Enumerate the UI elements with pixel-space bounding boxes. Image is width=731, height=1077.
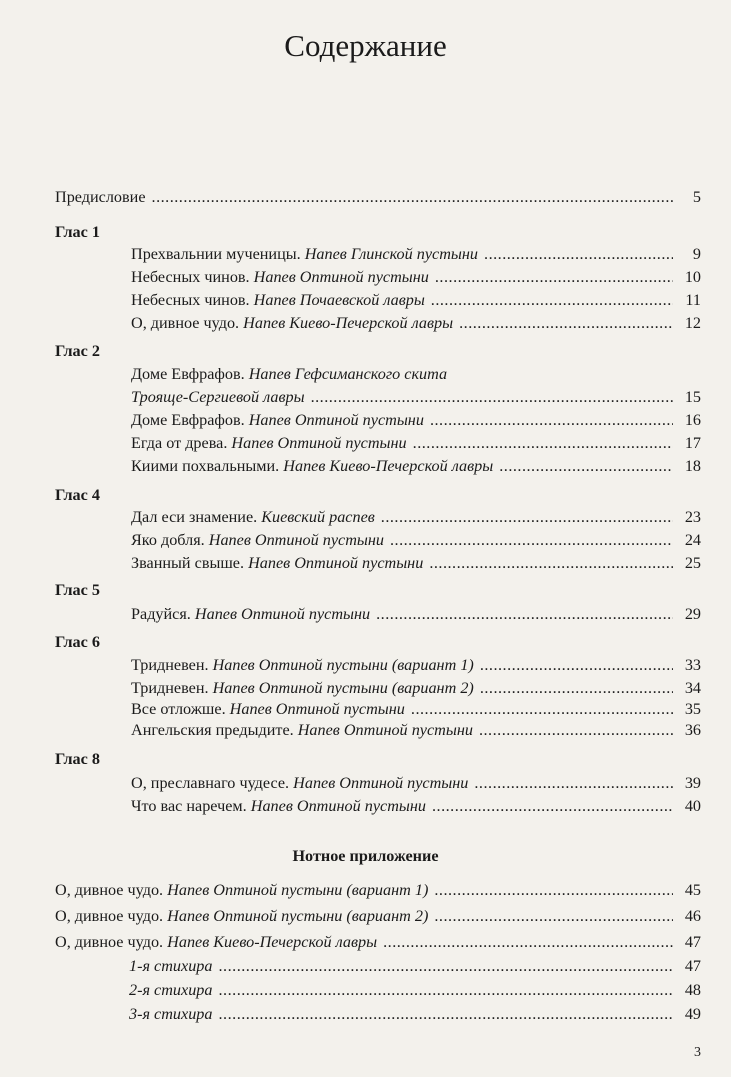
section-heading: Глас 5 <box>55 581 100 599</box>
entry-page: 16 <box>684 411 701 429</box>
toc-entry <box>55 905 701 927</box>
leader-dots <box>480 654 673 676</box>
leader-dots <box>435 266 673 288</box>
entry-chant: Напев Глинской пустыни <box>304 245 479 263</box>
leader-dots <box>499 455 673 477</box>
toc-entry <box>131 603 701 625</box>
entry-title: О, дивное чудо. <box>55 907 164 925</box>
entry-page: 45 <box>684 881 701 899</box>
entry-title: Радуйся. <box>131 605 191 623</box>
entry-page: 18 <box>684 457 701 475</box>
page-number: 3 <box>694 1045 701 1060</box>
leader-dots <box>459 312 673 334</box>
entry-title: Доме Евфрафов. <box>131 365 245 383</box>
entry-title: Доме Евфрафов. <box>131 411 245 429</box>
toc-entry <box>131 409 701 431</box>
toc-entry-first-line <box>131 363 447 385</box>
subentry-label: 2-я стихира <box>129 981 213 999</box>
toc-entry <box>131 795 701 817</box>
entry-page: 36 <box>684 721 701 739</box>
entry-chant: Напев Оптиной пустыни <box>231 434 407 452</box>
entry-title: Ангельския предыдите. <box>131 721 294 739</box>
toc-entry <box>131 677 701 699</box>
entry-chant: Напев Киево-Печерской лавры <box>243 314 454 332</box>
leader-dots <box>484 243 673 265</box>
entry-chant: Напев Почаевской лавры <box>253 291 425 309</box>
entry-page: 47 <box>684 957 701 975</box>
leader-dots <box>219 1003 674 1025</box>
entry-chant: Напев Киево-Печерской лавры <box>283 457 494 475</box>
leader-dots <box>479 719 673 741</box>
toc-entry <box>131 455 701 477</box>
toc-entry <box>131 266 701 288</box>
entry-chant: Напев Оптиной пустыни <box>248 411 424 429</box>
entry-chant: Напев Оптиной пустыни (вариант 1) <box>167 881 429 899</box>
entry-chant: Напев Киево-Печерской лавры <box>167 933 378 951</box>
entry-chant: Напев Оптиной пустыни (вариант 2) <box>167 907 429 925</box>
entry-page: 40 <box>684 797 701 815</box>
toc-entry <box>131 289 701 311</box>
entry-chant: Напев Оптиной пустыни <box>208 531 384 549</box>
entry-page: 23 <box>684 508 701 526</box>
entry-chant: Напев Оптиной пустыни <box>250 797 426 815</box>
toc-entry <box>131 772 701 794</box>
entry-page: 29 <box>684 605 701 623</box>
page-title: Содержание <box>284 28 447 63</box>
entry-title: О, дивное чудо. <box>55 933 164 951</box>
entry-title: Егда от древа. <box>131 434 228 452</box>
leader-dots <box>152 186 673 208</box>
entry-chant: Напев Оптиной пустыни <box>194 605 371 623</box>
leader-dots <box>383 931 673 953</box>
entry-page: 11 <box>685 291 701 309</box>
entry-title: Небесных чинов. <box>131 291 250 309</box>
leader-dots <box>434 879 673 901</box>
toc-subentry <box>129 979 701 1001</box>
leader-dots <box>411 698 673 720</box>
entry-title: Все отложше. <box>131 700 226 718</box>
leader-dots <box>434 905 673 927</box>
entry-title: О, дивное чудо. <box>55 881 164 899</box>
entry-page: 25 <box>684 554 701 572</box>
section-heading: Глас 6 <box>55 633 100 651</box>
leader-dots <box>219 979 674 1001</box>
entry-chant: Напев Оптиной пустыни (вариант 2) <box>212 679 474 697</box>
section-heading: Глас 1 <box>55 223 100 241</box>
toc-entry <box>131 719 701 741</box>
leader-dots <box>474 772 673 794</box>
toc-entry <box>131 312 701 334</box>
entry-page: 34 <box>684 679 701 697</box>
entry-chant: Напев Гефсиманского скита <box>248 365 448 383</box>
toc-entry <box>131 243 701 265</box>
toc-entry <box>131 506 701 528</box>
entry-title: Прехвальнии мученицы. <box>131 245 301 263</box>
entry-page: 10 <box>684 268 701 286</box>
leader-dots <box>431 289 673 311</box>
entry-label: Предисловие <box>55 188 146 206</box>
entry-title: Званный свыше. <box>131 554 245 572</box>
entry-chant: Киевский распев <box>261 508 375 526</box>
entry-page: 24 <box>684 531 701 549</box>
entry-page: 15 <box>684 388 701 406</box>
entry-chant: Напев Оптиной пустыни <box>253 268 429 286</box>
entry-title: Киими похвальными. <box>131 457 280 475</box>
toc-entry <box>55 931 701 953</box>
entry-title: Тридневен. <box>131 656 209 674</box>
entry-chant: Напев Оптиной пустыни <box>293 774 469 792</box>
leader-dots <box>432 795 673 817</box>
entry-chant-continued: Трояще-Сергиевой лавры <box>131 388 305 406</box>
entry-title: Небесных чинов. <box>131 268 250 286</box>
toc-entry <box>131 432 701 454</box>
toc-entry <box>55 879 701 901</box>
entry-title: Дал еси знамение. <box>131 508 258 526</box>
toc-entry-preface <box>55 186 701 208</box>
toc-entry <box>131 654 701 676</box>
entry-page: 48 <box>684 981 701 999</box>
entry-title: О, дивное чудо. <box>131 314 240 332</box>
entry-page: 49 <box>684 1005 701 1023</box>
leader-dots <box>376 603 673 625</box>
entry-page: 9 <box>692 245 701 263</box>
entry-chant: Напев Оптиной пустыни (вариант 1) <box>212 656 474 674</box>
toc-entry <box>131 552 701 574</box>
entry-page: 47 <box>684 933 701 951</box>
leader-dots <box>480 677 673 699</box>
leader-dots <box>381 506 673 528</box>
section-heading: Глас 2 <box>55 342 100 360</box>
leader-dots <box>430 409 673 431</box>
entry-page: 46 <box>684 907 701 925</box>
entry-page: 17 <box>684 434 701 452</box>
toc-entry <box>131 698 701 720</box>
toc-entry <box>131 529 701 551</box>
entry-title: О, преславнаго чудесе. <box>131 774 290 792</box>
leader-dots <box>413 432 673 454</box>
section-heading: Глас 4 <box>55 486 100 504</box>
entry-page: 35 <box>684 700 701 718</box>
toc-subentry <box>129 1003 701 1025</box>
entry-page: 5 <box>692 188 701 206</box>
section-heading: Глас 8 <box>55 750 100 768</box>
entry-chant: Напев Оптиной пустыни <box>297 721 473 739</box>
leader-dots <box>390 529 673 551</box>
entry-title: Что вас наречем. <box>131 797 247 815</box>
leader-dots <box>429 552 673 574</box>
subentry-label: 3-я стихира <box>129 1005 213 1023</box>
entry-chant: Напев Оптиной пустыни <box>229 700 405 718</box>
appendix-heading: Нотное приложение <box>292 847 439 865</box>
entry-page: 33 <box>684 656 701 674</box>
entry-page: 12 <box>684 314 701 332</box>
toc-subentry <box>129 955 701 977</box>
toc-entry <box>131 386 701 408</box>
subentry-label: 1-я стихира <box>129 957 213 975</box>
entry-chant: Напев Оптиной пустыни <box>248 554 424 572</box>
entry-title: Яко добля. <box>131 531 205 549</box>
leader-dots <box>311 386 673 408</box>
leader-dots <box>219 955 674 977</box>
entry-page: 39 <box>684 774 701 792</box>
entry-title: Тридневен. <box>131 679 209 697</box>
